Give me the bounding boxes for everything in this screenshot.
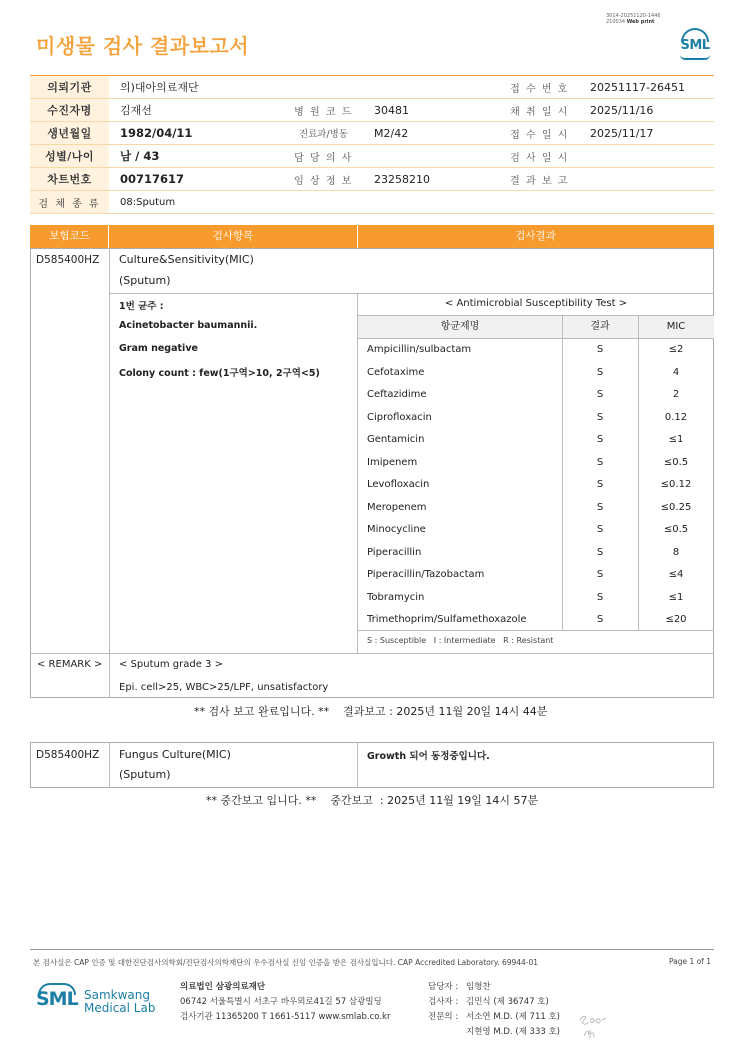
org-contact: 검사기관 11365200 T 1661-5117 www.smlab.co.kr <box>180 1012 391 1022</box>
ast-mic: ≤4 <box>668 569 684 580</box>
info-label: 임 상 정 보 <box>284 168 363 191</box>
test2-status-line <box>206 792 538 808</box>
info-row <box>30 168 714 191</box>
info-value <box>579 168 714 191</box>
info-value: 20251117-26451 <box>579 76 714 99</box>
staff-role: 전문의 : <box>428 1012 459 1022</box>
ast-drug: Ciprofloxacin <box>367 411 432 423</box>
test1-specimen: (Sputum) <box>119 274 171 287</box>
info-value: 남 / 43 <box>109 145 284 168</box>
ast-rows <box>358 339 714 632</box>
info-value: 2025/11/16 <box>579 99 714 122</box>
ast-col-result: 결과 <box>590 321 610 332</box>
info-value: 의)대아의료재단 <box>109 76 500 99</box>
info-value: 김재선 <box>109 99 284 122</box>
test1-status: ** 검사 보고 완료입니다. ** <box>194 705 330 718</box>
staff-name: 김민식 (제 36747 호) <box>466 997 549 1007</box>
ast-result: S <box>596 501 604 513</box>
ast-row <box>358 542 714 565</box>
ast-col-mic: MIC <box>666 321 686 332</box>
info-label: 병 원 코 드 <box>284 99 363 122</box>
org-name: 의료법인 삼광의료재단 <box>180 982 266 992</box>
info-row <box>30 191 714 214</box>
ast-result: S <box>596 456 604 468</box>
test2-code: D585400HZ <box>36 749 100 761</box>
logo-name <box>84 989 155 1015</box>
ast-row <box>358 407 714 430</box>
header-insurance-code: 보험코드 <box>49 230 90 242</box>
info-label: 의뢰기관 <box>30 76 109 99</box>
page-number: Page 1 of 1 <box>669 957 712 966</box>
ast-row <box>358 339 714 362</box>
logo-line1: Samkwang <box>84 988 150 1002</box>
ast-drug: Imipenem <box>367 456 418 468</box>
info-value: 23258210 <box>363 168 500 191</box>
document-code-line1: 3014-20251120-1446 <box>606 13 661 19</box>
ast-drug: Ampicillin/sulbactam <box>367 344 472 355</box>
ast-result: S <box>596 366 604 378</box>
ast-mic: ≤20 <box>665 614 687 625</box>
organism-gram: Gram negative <box>119 343 198 354</box>
info-value: M2/42 <box>363 122 500 145</box>
info-label: 생년월일 <box>30 122 109 145</box>
result-header-bar <box>30 225 714 248</box>
ast-mic: 0.12 <box>664 411 688 423</box>
staff-name: 지현영 M.D. (제 333 호) <box>466 1027 561 1037</box>
ast-mic: ≤0.25 <box>660 501 692 513</box>
ast-mic: ≤0.5 <box>663 456 689 468</box>
ast-mic: 4 <box>672 366 680 378</box>
test1-code: D585400HZ <box>36 254 100 266</box>
info-value: 00717617 <box>109 168 284 191</box>
info-label: 수진자명 <box>30 99 109 122</box>
test1-name: Culture&Sensitivity(MIC) <box>119 253 254 266</box>
staff-role: 검사자 : <box>428 997 459 1007</box>
info-label: 차트번호 <box>30 168 109 191</box>
staff-name: 임형찬 <box>466 982 491 992</box>
info-value <box>363 145 500 168</box>
test2-report-time: 중간보고 : 2025년 11월 19일 14시 57분 <box>330 794 539 807</box>
info-row <box>30 145 714 168</box>
ast-result: S <box>596 434 604 445</box>
test2-result: Growth 되어 동정중입니다. <box>367 751 490 762</box>
header-test-item: 검사항목 <box>212 230 254 242</box>
test2-status: ** 중간보고 입니다. ** <box>206 794 317 807</box>
ast-mic: ≤2 <box>668 344 684 355</box>
ast-result: S <box>596 524 604 535</box>
ast-legend: S : Susceptible I : Intermediate R : Resistant <box>367 636 554 645</box>
ast-row <box>358 384 714 407</box>
test1-status-line <box>194 703 547 719</box>
ast-mic: ≤0.12 <box>660 479 692 490</box>
ast-result: S <box>596 479 604 490</box>
sml-logo-text: SML <box>680 38 710 53</box>
ast-title: < Antimicrobial Susceptibility Test > <box>444 298 628 309</box>
ast-col-drug: 항균제명 <box>440 321 480 332</box>
organism-colony-count: Colony count : few(1구역>10, 2구역<5) <box>119 368 320 379</box>
ast-drug: Piperacillin <box>367 546 422 558</box>
staff-row <box>428 1025 598 1040</box>
ast-row <box>358 452 714 475</box>
info-row <box>30 122 714 145</box>
ast-row <box>358 519 714 542</box>
test2-specimen: (Sputum) <box>119 768 171 781</box>
info-label: 성별/나이 <box>30 145 109 168</box>
ast-result: S <box>596 389 604 400</box>
ast-drug: Tobramycin <box>367 591 425 603</box>
info-label: 접 수 일 시 <box>500 122 579 145</box>
info-label: 결 과 보 고 <box>500 168 579 191</box>
info-label: 검 사 일 시 <box>500 145 579 168</box>
ast-result: S <box>596 569 604 580</box>
remark-label: < REMARK > <box>37 659 103 670</box>
ast-result: S <box>596 591 604 603</box>
ast-mic: ≤0.5 <box>663 524 689 535</box>
patient-info-table <box>30 75 714 214</box>
info-label: 검 체 종 류 <box>30 191 109 214</box>
web-print-label: Web print <box>626 19 655 25</box>
staff-row <box>428 1010 598 1025</box>
ast-row <box>358 564 714 587</box>
staff-list <box>428 980 598 1040</box>
info-label: 담 당 의 사 <box>284 145 363 168</box>
info-value <box>579 145 714 168</box>
ast-row <box>358 497 714 520</box>
ast-mic: ≤1 <box>668 434 684 445</box>
cert-statement: 본 검사실은 CAP 인증 및 대한진단검사의학회/진단검사의학재단의 우수검사실 신임 인증을 받은 검사실입니다. CAP Accredited Laboratory. 69944-01 <box>33 958 539 967</box>
staff-row <box>428 980 598 995</box>
header-test-result: 검사결과 <box>515 230 556 242</box>
ast-drug: Trimethoprim/Sulfamethoxazole <box>367 614 527 625</box>
info-label: 접 수 번 호 <box>500 76 579 99</box>
info-label: 채 취 일 시 <box>500 99 579 122</box>
ast-mic: 8 <box>672 546 680 558</box>
ast-drug: Ceftazidime <box>367 389 427 400</box>
ast-row <box>358 429 714 452</box>
info-value: 30481 <box>363 99 500 122</box>
remark-line2: Epi. cell>25, WBC>25/LPF, unsatisfactory <box>119 682 329 693</box>
test1-report-time: 결과보고 : 2025년 11월 20일 14시 44분 <box>343 705 548 718</box>
ast-mic: ≤1 <box>668 591 684 603</box>
ast-drug: Cefotaxime <box>367 366 425 378</box>
info-label: 진료과/병동 <box>284 122 363 145</box>
staff-name: 서소연 M.D. (제 711 호) <box>466 1012 561 1022</box>
info-value: 08:Sputum <box>109 191 714 214</box>
info-value: 2025/11/17 <box>579 122 714 145</box>
ast-result: S <box>596 411 604 423</box>
org-info <box>180 980 390 1025</box>
document-code <box>606 13 661 25</box>
info-row <box>30 99 714 122</box>
samkwang-logo <box>36 981 166 1023</box>
ast-drug: Gentamicin <box>367 434 425 445</box>
signature-icon <box>576 1008 610 1042</box>
test2-name: Fungus Culture(MIC) <box>119 748 231 761</box>
ast-drug: Meropenem <box>367 501 427 513</box>
remark-line1: < Sputum grade 3 > <box>119 659 223 670</box>
staff-role: 담당자 : <box>428 982 459 992</box>
info-value: 1982/04/11 <box>109 122 284 145</box>
document-code-number: 210034 <box>606 19 626 25</box>
logo-line2: Medical Lab <box>84 1001 156 1015</box>
staff-row <box>428 995 598 1010</box>
organism-label: 1번 균주 : <box>119 301 164 312</box>
ast-row <box>358 609 714 632</box>
report-title: 미생물 검사 결과보고서 <box>36 34 250 58</box>
logo-sml-text: SML <box>36 988 78 1010</box>
ast-row <box>358 587 714 610</box>
ast-drug: Levofloxacin <box>367 479 430 490</box>
ast-drug: Piperacillin/Tazobactam <box>367 569 485 580</box>
ast-result: S <box>596 344 604 355</box>
sml-logo-icon <box>676 26 714 60</box>
ast-result: S <box>596 614 604 625</box>
org-address: 06742 서울특별시 서초구 바우뫼로41길 57 삼광빌딩 <box>180 997 382 1007</box>
organism-name: Acinetobacter baumannii. <box>119 320 258 331</box>
ast-row <box>358 474 714 497</box>
ast-mic: 2 <box>672 389 680 400</box>
info-row <box>30 76 714 99</box>
ast-drug: Minocycline <box>367 524 426 535</box>
ast-result: S <box>596 546 604 558</box>
ast-row <box>358 362 714 385</box>
